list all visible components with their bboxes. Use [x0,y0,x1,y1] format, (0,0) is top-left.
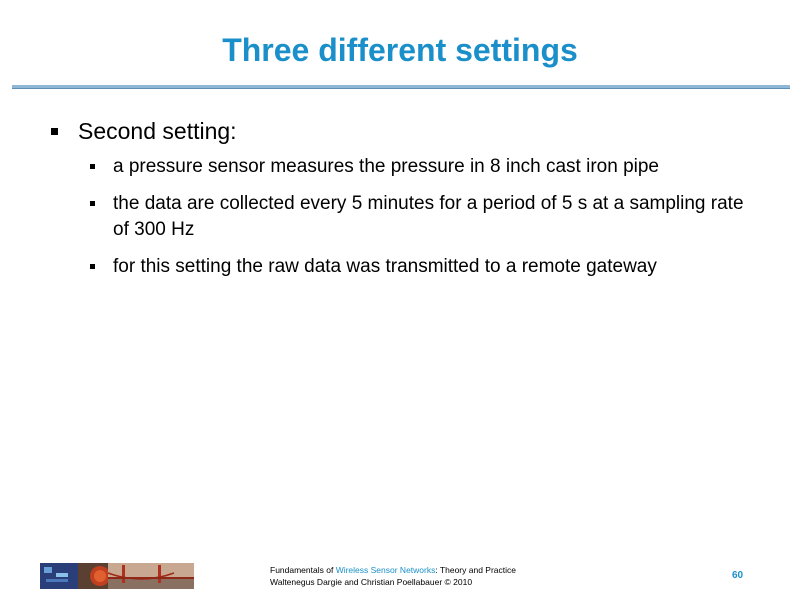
footer-book-prefix: Fundamentals of [270,565,336,575]
small-square-bullet-icon [90,201,95,206]
footer-book-title [270,564,516,576]
small-square-bullet-icon [90,164,95,169]
square-bullet-icon [51,128,58,135]
sub-bullet-item [88,191,753,243]
title-divider [12,85,790,89]
slide-content [48,116,768,291]
footer-authors: Waltenegus Dargie and Christian Poellabauer © 2010 [270,577,473,587]
slide-title: Three different settings [222,32,578,68]
main-bullet [48,116,768,146]
page-number: 60 [732,570,744,581]
sub-bullet-text: for this setting the raw data was transmitted to a remote gateway [113,256,657,277]
footer-book-highlight: Wireless Sensor Networks [335,565,436,575]
footer-banner-image [40,563,194,589]
sub-bullet-list [88,154,768,280]
sub-bullet-text: a pressure sensor measures the pressure in 8 inch cast iron pipe [113,156,659,177]
small-square-bullet-icon [90,264,95,269]
footer-book-suffix: : Theory and Practice [435,565,516,575]
main-bullet-text: Second setting: [78,118,237,144]
footer-citation [270,564,516,588]
sub-bullet-text: the data are collected every 5 minutes for a period of 5 s at a sampling rate of 300 Hz [113,193,744,240]
sub-bullet-item [88,254,753,280]
sub-bullet-item [88,154,753,180]
